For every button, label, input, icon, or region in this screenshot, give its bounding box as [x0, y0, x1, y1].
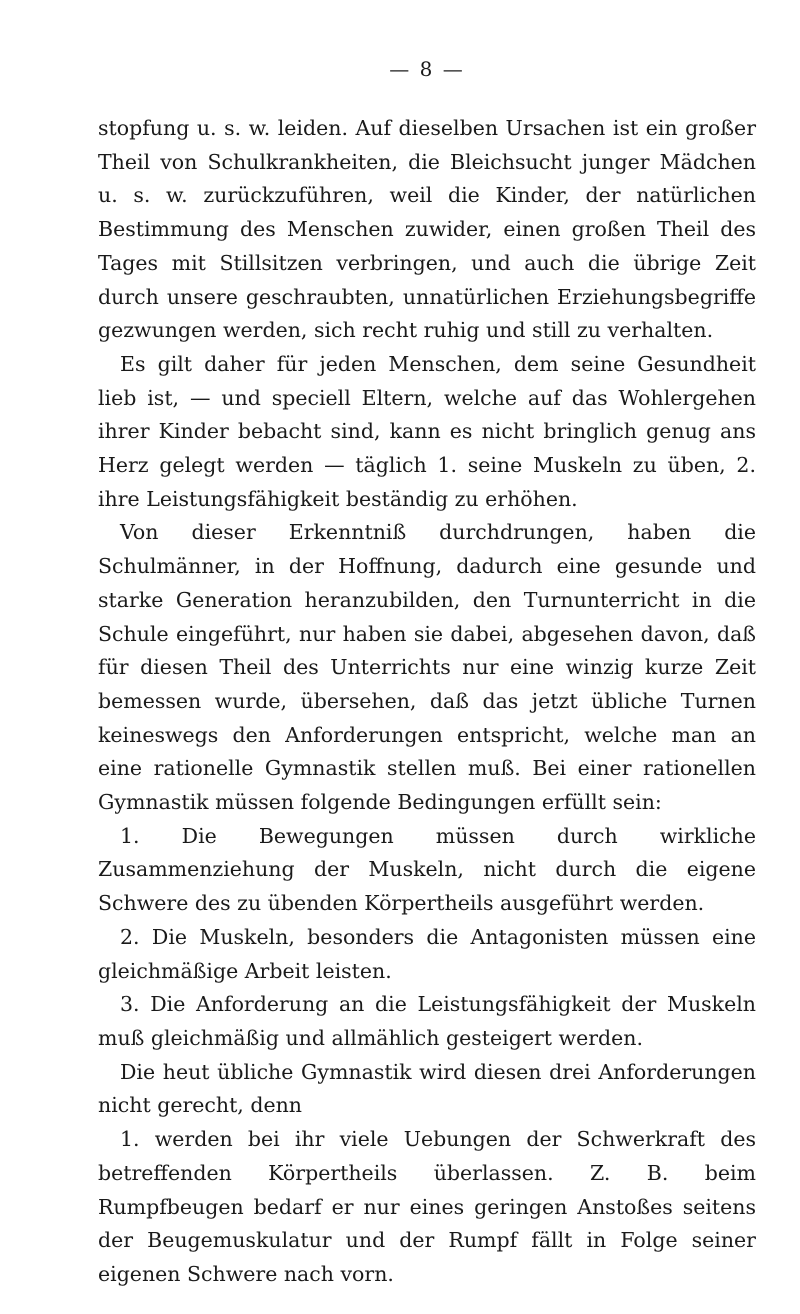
body-text: [98, 112, 756, 1292]
paragraph-recognition: Von dieser Erkenntniß durchdrungen, haben die Schulmänner, in der Hoffnung, dadurch eine gesunde und starke Generation heranzubilden, den Turnunterricht in die Schule eingeführt, nur haben sie dabei, abgesehen davon, daß für diesen Theil des Unterrichts nur eine winzig kurze Zeit bemessen wurde, übersehen, daß das jetzt übliche Turnen keineswegs den Anforderungen entspricht, welche man an eine rationelle Gymnastik stellen muß. Bei einer rationellen Gymnastik müssen folgende Bedingungen erfüllt sein:: [98, 520, 756, 815]
page-number: — 8 —: [389, 57, 465, 81]
condition-item-1: 1. Die Bewegungen müssen durch wirkliche Zusammenziehung der Muskeln, nicht durch die eigene Schwere des zu übenden Körpertheils ausgeführt werden.: [98, 823, 756, 916]
reason-item-1: 1. werden bei ihr viele Uebungen der Schwerkraft des betreffenden Körpertheils überlassen. Z. B. beim Rumpfbeugen bedarf er nur eines geringen Anstoßes seitens der Beugemuskulatur und der Rumpf fällt in Folge seiner eigenen Schwere nach vorn.: [98, 1127, 756, 1286]
condition-item-2: 2. Die Muskeln, besonders die Antagonisten müssen eine gleichmäßige Arbeit leisten.: [98, 924, 756, 983]
paragraph-duties: Es gilt daher für jeden Menschen, dem seine Gesundheit lieb ist, — und speciell Eltern, welche auf das Wohlergehen ihrer Kinder bebacht sind, kann es nicht bringlich genug ans Herz gelegt werden — täglich 1. seine Muskeln zu üben, 2. ihre Leistungsfähigkeit beständig zu erhöhen.: [98, 351, 756, 511]
condition-item-3: 3. Die Anforderung an die Leistungsfähigkeit der Muskeln muß gleichmäßig und allmählich gesteigert werden.: [98, 992, 756, 1050]
paragraph-critique: Die heut übliche Gymnastik wird diesen drei Anforderungen nicht gerecht, denn: [98, 1059, 756, 1118]
paragraph-continuation: stopfung u. s. w. leiden. Auf dieselben Ursachen ist ein großer Theil von Schulkrankheiten, die Bleichsucht junger Mädchen u. s. w. zurückzuführen, weil die Kinder, der natürlichen Bestimmung des Menschen zuwider, einen großen Theil des Tages mit Stillsitzen verbringen, und auch die übrige Zeit durch unsere geschraubten, unnatürlichen Erziehungsbegriffe gezwungen werden, sich recht ruhig und still zu verhalten.: [98, 116, 756, 343]
